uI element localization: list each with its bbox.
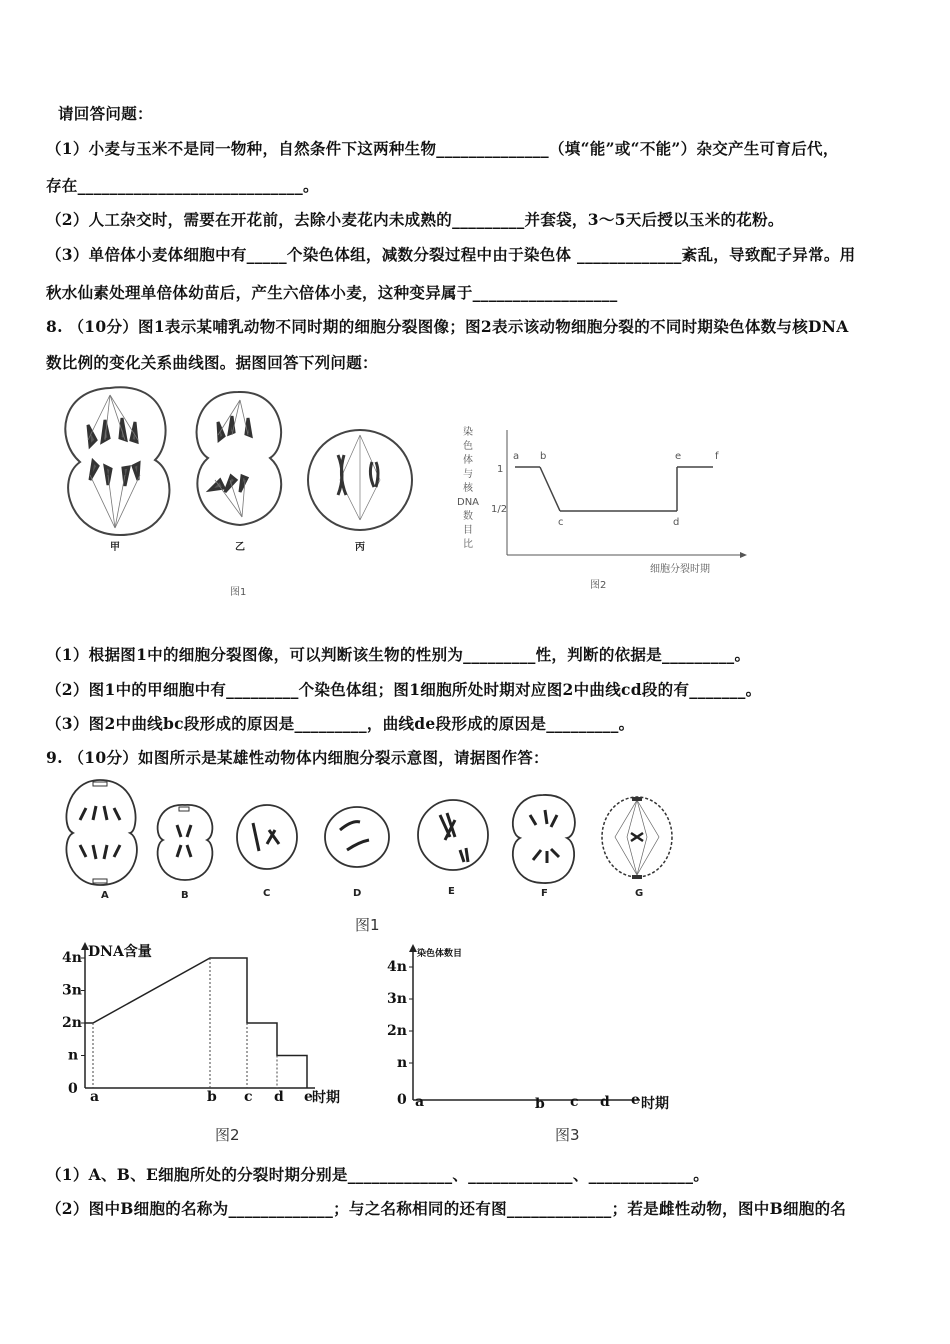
cell-label-yi: 乙 xyxy=(235,542,245,553)
dna-tick-4n: 4n xyxy=(62,950,82,966)
dna-xtick-c: c xyxy=(244,1089,253,1105)
tick-b: b xyxy=(535,1096,545,1112)
cell-label-B: B xyxy=(181,890,189,901)
dna-xtick-d: d xyxy=(274,1089,284,1105)
text-line-prompt: 请回答问题： xyxy=(58,104,153,123)
cell-F xyxy=(513,795,575,883)
text-line-q3-cont: 秋水仙素处理单倍体幼苗后，产生六倍体小麦，这种变异属于__________________ xyxy=(46,283,618,302)
question-9-part-2: （2）图中B细胞的名称为_____________；与之名称相同的还有图_____________；若是雌性动物，图中B细胞的名 xyxy=(46,1199,847,1218)
cell-D xyxy=(325,807,389,867)
dna-axis-title: DNA含量 xyxy=(88,944,152,960)
dna-tick-n: n xyxy=(68,1047,79,1064)
cell-label-E: E xyxy=(448,886,455,897)
chart8-point-label-b: b xyxy=(540,451,547,462)
chart8-point-label-c: c xyxy=(558,517,564,528)
chart8-ylabel-char: 体 xyxy=(463,455,473,466)
cell-label-A: A xyxy=(101,890,109,901)
chromosome-axis-title: 染色体数目 xyxy=(417,949,463,959)
figure-8-caption-2: 图2 xyxy=(590,580,607,591)
figure-9-dna-chart xyxy=(60,940,360,1150)
chart8-xlabel: 细胞分裂时期 xyxy=(650,564,710,575)
dna-xtick-b: b xyxy=(207,1089,217,1105)
tick-3n: 3n xyxy=(387,991,407,1007)
chart8-point-label-f: f xyxy=(715,451,719,462)
cell-C xyxy=(237,805,297,869)
dna-xtick-e: e xyxy=(304,1089,313,1105)
question-8-part-3: （3）图2中曲线bc段形成的原因是_________，曲线de段形成的原因是_________。 xyxy=(46,714,635,733)
cell-label-G: G xyxy=(635,888,644,899)
figure-9-caption-2: 图2 xyxy=(215,1126,240,1144)
question-9-stem: 9. （10分）如图所示是某雄性动物体内细胞分裂示意图，请据图作答： xyxy=(46,748,549,767)
cell-E xyxy=(418,800,488,870)
tick-n: n xyxy=(397,1055,408,1071)
text-line-q2: （2）人工杂交时，需要在开花前，去除小麦花内未成熟的_________并套袋，3～5天后授以玉米的花粉。 xyxy=(46,210,784,229)
y-tick-1: 1 xyxy=(497,464,504,475)
cell-G xyxy=(602,797,672,879)
tick-e: e xyxy=(631,1092,640,1108)
cell-bing xyxy=(308,430,412,530)
figure-9-chromosome-chart xyxy=(385,940,685,1150)
chart8-segment xyxy=(540,467,560,511)
cell-B xyxy=(158,805,213,880)
cell-label-D: D xyxy=(353,888,362,899)
text-line-q1: （1）小麦与玉米不是同一物种，自然条件下这两种生物______________（填“能”或“不能”）杂交产生可育后代， xyxy=(46,139,839,158)
tick-d: d xyxy=(600,1094,610,1110)
figure-8-caption-1: 图1 xyxy=(230,587,247,598)
figure-9-caption-1: 图1 xyxy=(355,916,380,934)
question-8-stem-cont: 数比例的变化关系曲线图。据图回答下列问题： xyxy=(46,353,378,372)
dna-content-line xyxy=(85,958,307,1088)
tick-2n: 2n xyxy=(387,1023,407,1039)
y-axis-arrow xyxy=(409,944,417,952)
question-9-part-1: （1）A、B、E细胞所处的分裂时期分别是_____________、_____________、_____________。 xyxy=(46,1165,710,1184)
tick-c: c xyxy=(570,1094,579,1110)
cell-label-F: F xyxy=(541,888,548,899)
chart8-ylabel-char: 核 xyxy=(463,483,473,494)
question-8-stem: 8. （10分）图1表示某哺乳动物不同时期的细胞分裂图像；图2表示该动物细胞分裂的不同时期染色体数与核DNA xyxy=(46,317,849,336)
chart8-ylabel-char: 染 xyxy=(463,427,473,438)
dna-xtick-a: a xyxy=(90,1089,100,1105)
cell-A xyxy=(66,780,136,885)
chart8-point-label-d: d xyxy=(673,517,680,528)
y-tick-half: 1/2 xyxy=(491,504,508,515)
figure-9-cells xyxy=(55,775,695,940)
chart8-ylabel-char: DNA xyxy=(457,497,480,508)
chart8-ylabel-char: 目 xyxy=(463,525,473,536)
chromosome-xlabel: 时期 xyxy=(641,1096,669,1112)
figure-8-cells xyxy=(50,380,420,610)
cell-jia xyxy=(65,387,169,535)
chart8-ylabel-char: 与 xyxy=(463,469,473,480)
figure-9-caption-3: 图3 xyxy=(555,1126,580,1144)
text-line-q1-cont: 存在____________________________。 xyxy=(46,176,319,195)
chart8-ylabel-char: 比 xyxy=(463,539,473,550)
figure-8-ratio-chart xyxy=(455,415,755,595)
question-8-part-1: （1）根据图1中的细胞分裂图像，可以判断该生物的性别为_________性，判断的依据是_________。 xyxy=(46,645,751,664)
chart8-ylabel-char: 数 xyxy=(463,511,473,522)
chart8-ylabel-char: 色 xyxy=(463,441,473,452)
cell-label-bing: 丙 xyxy=(355,542,365,553)
tick-a: a xyxy=(415,1094,425,1110)
tick-0: 0 xyxy=(397,1092,407,1108)
dna-tick-3n: 3n xyxy=(62,982,82,999)
dna-tick-2n: 2n xyxy=(62,1015,82,1031)
question-8-part-2: （2）图1中的甲细胞中有_________个染色体组；图1细胞所处时期对应图2中曲线cd段的有_______。 xyxy=(46,680,762,699)
cell-label-jia: 甲 xyxy=(110,542,120,553)
tick-4n: 4n xyxy=(387,959,407,975)
cell-label-C: C xyxy=(263,888,271,899)
chart8-point-label-e: e xyxy=(675,451,682,462)
cell-yi xyxy=(197,392,282,525)
dna-xlabel: 时期 xyxy=(312,1090,340,1106)
text-line-q3: （3）单倍体小麦体细胞中有_____个染色体组，减数分裂过程中由于染色体 _____________紊乱，导致配子异常。用 xyxy=(46,245,856,264)
chart8-point-label-a: a xyxy=(513,451,520,462)
x-axis-arrow xyxy=(740,552,747,558)
dna-tick-0: 0 xyxy=(68,1081,78,1097)
